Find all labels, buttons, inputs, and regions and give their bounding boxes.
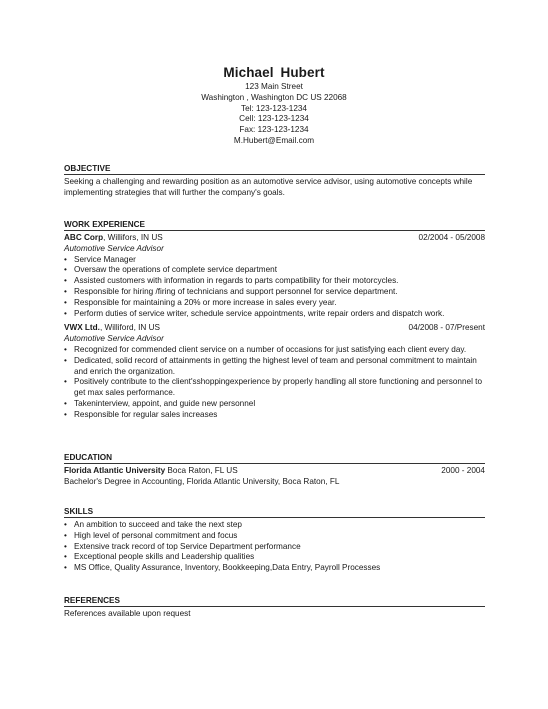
fax-line: Fax: 123-123-1234 <box>239 125 309 135</box>
job-bullets <box>64 345 485 421</box>
list-item: • Oversaw the operations of complete service department <box>64 265 485 276</box>
section-divider <box>64 606 485 607</box>
job-entry <box>64 233 485 319</box>
list-item: • Extensive track record of top Service Department performance <box>64 542 485 553</box>
job-header <box>64 233 485 244</box>
objective-section <box>64 163 485 199</box>
list-item: • Service Manager <box>64 255 485 266</box>
section-divider <box>64 463 485 464</box>
company-name: VWX Ltd. <box>64 323 100 333</box>
job-role: Automotive Service Advisor <box>64 243 164 253</box>
references-text: References available upon request <box>64 609 191 618</box>
list-item: • Exceptional people skills and Leadership qualities <box>64 552 485 563</box>
list-item: • Dedicated, solid record of attainments in getting the highest level of team and personal commitment to maintain and enrich the organization. <box>64 356 485 378</box>
job-entry <box>64 323 485 420</box>
section-title: EDUCATION <box>64 453 113 462</box>
education-dates: 2000 - 2004 <box>441 466 485 475</box>
section-divider <box>64 174 485 175</box>
company-name: ABC Corp <box>64 233 104 242</box>
city-line: Washington , Washington DC US 22068 <box>201 92 347 102</box>
section-title: WORK EXPERIENCE <box>64 220 145 229</box>
tel-line: Tel: 123-123-1234 <box>240 103 307 113</box>
objective-text: Seeking a challenging and rewarding position as an automotive service advisor, using automotive concepts while implementing strategies that will further the company's goals. <box>64 177 473 197</box>
candidate-name: Michael Hubert <box>223 65 325 80</box>
work-section <box>64 219 485 421</box>
section-title: OBJECTIVE <box>64 164 111 173</box>
section-divider <box>64 517 485 518</box>
school-name: Florida Atlantic University <box>64 466 166 475</box>
cell-line: Cell: 123-123-1234 <box>239 114 309 124</box>
references-section <box>64 595 485 620</box>
job-bullets <box>64 255 485 320</box>
section-title: SKILLS <box>64 507 94 516</box>
degree-text: Bachelor's Degree in Accounting, Florida Atlantic University, Boca Raton, FL <box>64 476 340 486</box>
resume-header <box>0 64 548 147</box>
job-dates: 04/2008 - 07/Present <box>408 323 485 333</box>
list-item: • Takeninterview, appoint, and guide new personnel <box>64 399 485 410</box>
education-section <box>64 452 485 488</box>
section-title: REFERENCES <box>64 596 120 605</box>
company-location: , Williford, IN US <box>99 323 160 333</box>
list-item: • Recognized for commended client service on a number of occasions for just satisfying each client every day. <box>64 345 485 356</box>
education-institution <box>64 466 238 477</box>
list-item: • Responsible for hiring /firing of technicians and support personnel for service department. <box>64 287 485 298</box>
section-divider <box>64 230 485 231</box>
list-item: • An ambition to succeed and take the next step <box>64 520 485 531</box>
skills-list <box>64 520 485 574</box>
list-item: • Responsible for maintaining a 20% or more increase in sales every year. <box>64 298 485 309</box>
list-item: • High level of personal commitment and focus <box>64 531 485 542</box>
address-line: 123 Main Street <box>245 82 303 91</box>
job-role: Automotive Service Advisor <box>64 334 164 344</box>
skills-section <box>64 506 485 574</box>
school-location: Boca Raton, FL US <box>165 466 238 475</box>
list-item: • Assisted customers with information in regards to parts compatibility for their motorcycles. <box>64 276 485 287</box>
list-item: • Responsible for regular sales increases <box>64 410 485 421</box>
education-header <box>64 466 485 477</box>
job-header <box>64 323 485 334</box>
email-line: M.Hubert@Email.com <box>233 135 315 145</box>
job-dates: 02/2004 - 05/2008 <box>418 233 485 242</box>
company-location: , Willifors, IN US <box>103 233 163 242</box>
list-item: • MS Office, Quality Assurance, Inventory, Bookkeeping,Data Entry, Payroll Processes <box>64 563 485 574</box>
job-employer <box>64 233 163 244</box>
list-item: • Perform duties of service writer, schedule service appointments, write repair orders and dispatch work. <box>64 309 485 320</box>
list-item: • Positively contribute to the client'sshoppingexperience by properly handling all store functioning and personnel to get max sales performance. <box>64 377 485 399</box>
job-employer <box>64 323 160 334</box>
